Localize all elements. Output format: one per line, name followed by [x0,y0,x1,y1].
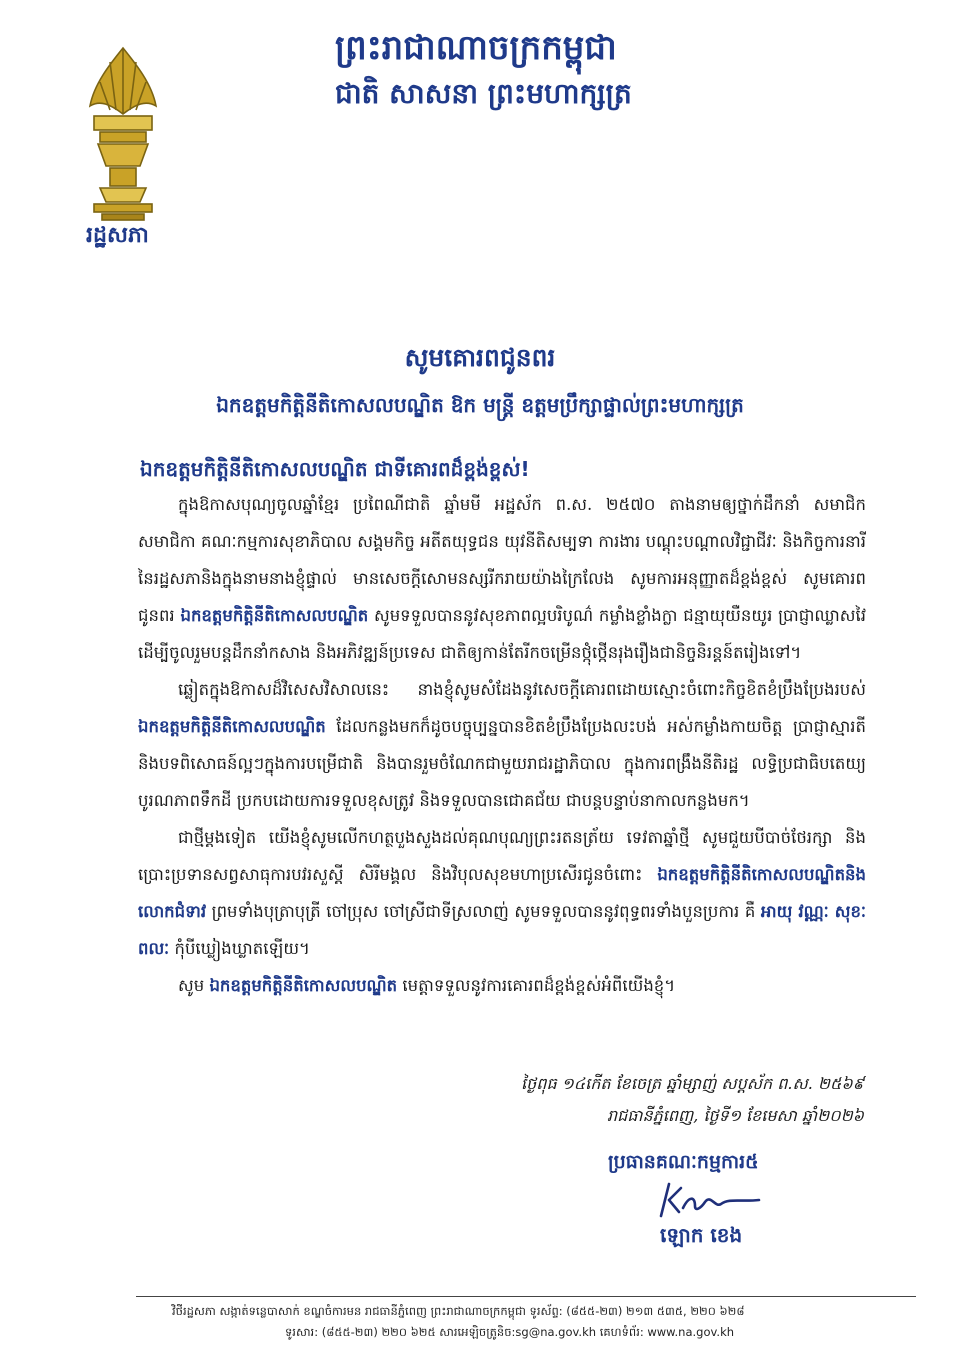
blessing-words: អាយុ វណ្ណៈ សុខៈ ពលៈ [138,902,867,958]
salutation: ឯកឧត្តមកិត្តិនីតិកោសលបណ្ឌិត ជាទីគោរពដ៏ខ្ពង់ខ្ពស់! [140,457,530,481]
department-name: រដ្ឋសភា [86,223,149,248]
lunar-date: ថ្ងៃពុធ ១៤កើត ខែចេត្រ ឆ្នាំម្សាញ់ សប្តស័ក ព.ស. ២៥៦៩ [521,1074,864,1093]
paragraph-text: ដែលកន្លងមកក៏ដូចបច្ចុប្បន្នបានខិតខំប្រឹងប្រែងលះបង់ អស់កម្លាំងកាយចិត្ត ប្រាជ្ញាស្មារតី និងបទពិសោធន៍ល្អៗក្នុងការបម្រើជាតិ និងបានរួមចំណែកជាមួយរាជរដ្ឋាភិបាល ក្នុងការពង្រឹងនីតិរដ្ឋ លទ្ធិប្រជាធិបតេយ្យ បូរណភាពទឹកដី ប្រកបដោយការទទួលខុសត្រូវ និងទទួលបានជោគជ័យ ជាបន្តបន្ទាប់នាកាលកន្លងមក។ [138,717,867,810]
paragraph-2 [138,671,866,819]
paragraph-text: សូមទទួលបាននូវសុខភាពល្អបរិបូណ៌ កម្លាំងខ្លាំងក្លា ជន្មាយុយឺនយូរ ប្រាជ្ញាឈ្លាសវៃ ដើម្បីចូលរួមបន្តដឹកនាំកសាង និងអភិវឌ្ឍន៍ប្រទេស ជាតិឲ្យកាន់តែរីកចម្រើនថ្កុំថ្កើនរុងរឿងជានិច្ចនិរន្តន៍តរៀងទៅ។ [138,606,866,662]
footer-address: វិថីរដ្ឋសភា សង្កាត់ទន្លេបាសាក់ ខណ្ឌចំការមន រាជធានីភ្នំពេញ ព្រះរាជាណាចក្រកម្ពុជា ទូរស័ព្ទ: (៨៥៥-២៣) ២១៣ ៥៣៥, ២២០ ៦២៨ [172,1304,745,1318]
national-motto: ជាតិ សាសនា ព្រះមហាក្សត្រ [335,77,632,110]
signature-icon [655,1178,765,1226]
paragraph-text: សូម [178,976,205,995]
paragraph-text: ក្នុងឱកាសបុណ្យចូលឆ្នាំខ្មែរ ប្រពៃណីជាតិ ឆ្នាំមមី អដ្ឋស័ក ព.ស. ២៥៧០ តាងនាមឲ្យថ្នាក់ដឹកនាំ សមាជិក សមាជិកា គណៈកម្មការសុខាភិបាល សង្គមកិច្ច អតីតយុទ្ធជន យុវនីតិសម្បទា ការងារ បណ្តុះបណ្តាលវិជ្ជាជីវៈ និងកិច្ចការនារីនៃរដ្ឋសភានិងក្នុងនាមនាងខ្ញុំផ្ទាល់ មានសេចក្តីសោមនស្សរីករាយយ៉ាងក្រៃលែង សូមការអនុញ្ញាតដ៏ខ្ពង់ខ្ពស់ សូមគោរពជូនពរ [138,495,866,625]
honorific: ឯកឧត្តមកិត្តិនីតិកោសលបណ្ឌិតនិងលោកជំទាវ [138,865,866,921]
paragraph-1 [138,486,866,671]
date-block [444,1068,864,1132]
kingdom-heading: ព្រះរាជាណាចក្រកម្ពុជា [335,28,617,68]
committee-title: ប្រធានគណៈកម្មការ៥ [608,1151,759,1173]
letter-body [138,486,866,1004]
paragraph-3 [138,819,866,967]
royal-emblem-icon [80,44,166,224]
paragraph-text: មេត្តាទទួលនូវការគោរពដ៏ខ្ពង់ខ្ពស់អំពីយើងខ្ញុំ។ [402,976,676,995]
honorific: ឯកឧត្តមកិត្តិនីតិកោសលបណ្ឌិត [209,976,398,995]
paragraph-4 [138,967,866,1004]
paragraph-text: កុំបីឃ្លៀងឃ្លាតឡើយ។ [174,939,310,958]
signer-name: ឡោក ខេង [660,1223,743,1247]
footer-divider [136,1296,916,1297]
greeting-title: សូមគោរពជូនពរ [404,343,556,372]
paragraph-text: ជាថ្មីម្តងទៀត យើងខ្ញុំសូមលើកហត្ថបួងសួងដល់គុណបុណ្យព្រះរតនត្រ័យ ទេវតាឆ្នាំថ្មី សូមជួយបីបាច់ថែរក្សា និងប្រោះប្រទានសព្វសាធុការបវរសួស្តី សិរីមង្គល និងវិបុលសុខមហាប្រសើរជូនចំពោះ [138,828,866,884]
footer-contact: ទូរសារ: (៨៥៥-២៣) ២២០ ៦២៥ សារអេឡិចត្រូនិច:sg@na.gov.kh គេហទំព័រ: www.na.gov.kh [285,1325,735,1339]
honorific: ឯកឧត្តមកិត្តិនីតិកោសលបណ្ឌិត [138,717,326,736]
paragraph-text: ឆ្លៀតក្នុងឱកាសដ៏វិសេសវិសាលនេះ នាងខ្ញុំសូមសំដែងនូវសេចក្តីគោរពដោយស្មោះចំពោះកិច្ចខិតខំប្រឹងប្រែងរបស់ [178,680,866,699]
addressee-line: ឯកឧត្តមកិត្តិនីតិកោសលបណ្ឌិត ឱក មន្ត្រី ឧត្តមប្រឹក្សាផ្ទាល់ព្រះមហាក្សត្រ [216,393,744,417]
place-date: រាជធានីភ្នំពេញ, ថ្ងៃទី១ ខែមេសា ឆ្នាំ២០២៦ [606,1106,864,1125]
honorific: ឯកឧត្តមកិត្តិនីតិកោសលបណ្ឌិត [180,606,369,625]
paragraph-text: ព្រមទាំងបុត្រាបុត្រី ចៅប្រុស ចៅស្រីជាទីស្រលាញ់ សូមទទួលបាននូវពុទ្ធពរទាំងបួនប្រការ គឺ [211,902,756,921]
